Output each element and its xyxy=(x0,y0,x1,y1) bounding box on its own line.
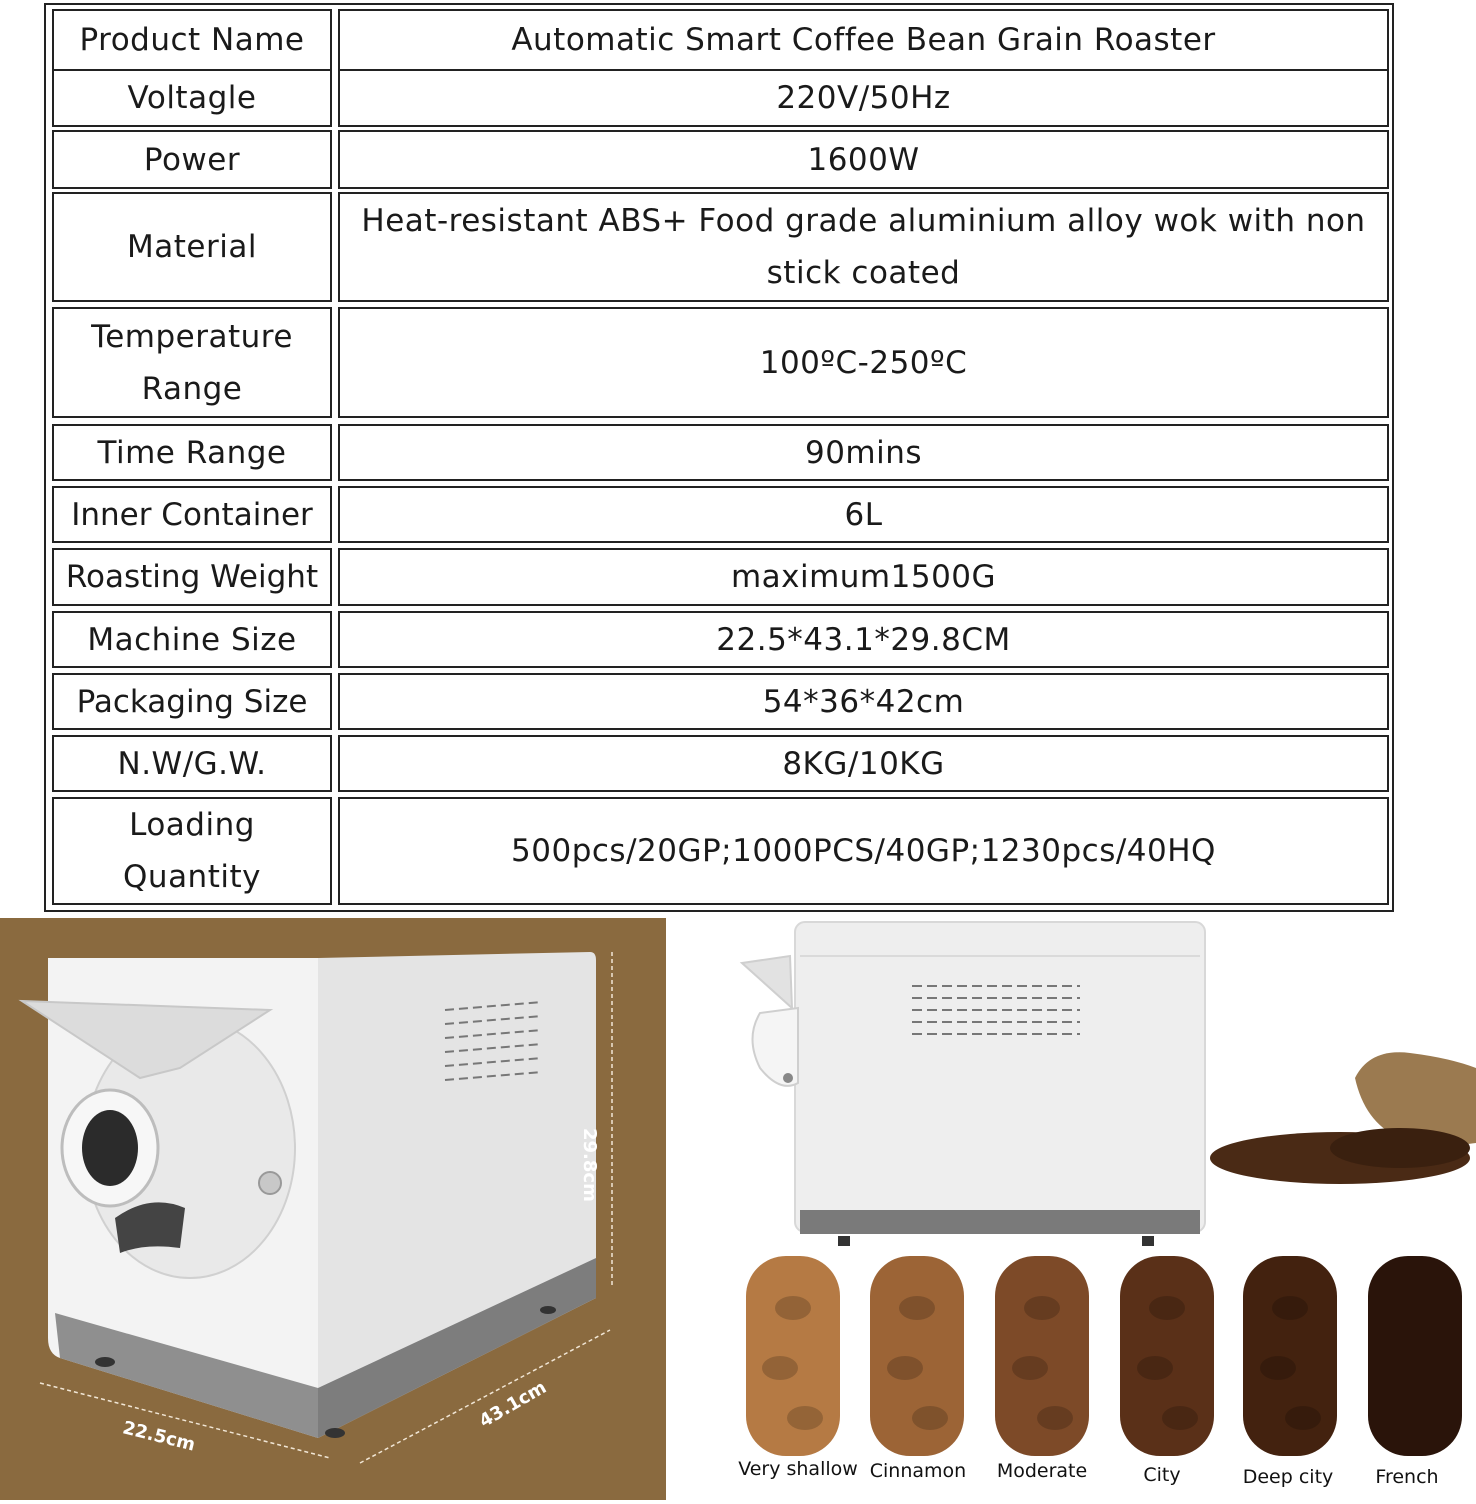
label-time-range: Time Range xyxy=(52,424,332,481)
label-machine-size: Machine Size xyxy=(52,611,332,668)
roaster-side-illustration xyxy=(680,918,1476,1500)
label-product-name: Product Name xyxy=(52,9,332,71)
side-screw xyxy=(259,1172,281,1194)
roast-label-deep-city: Deep city xyxy=(1242,1466,1334,1488)
table-row xyxy=(50,611,1388,668)
dimension-width: 22.5cm xyxy=(120,1417,198,1456)
loading-quantity-text: Loading Quantity xyxy=(123,807,261,895)
value-material xyxy=(338,192,1389,302)
roast-label-city: City xyxy=(1143,1464,1181,1486)
table-row xyxy=(50,735,1388,792)
table-row xyxy=(50,424,1388,481)
product-photo-roast-levels xyxy=(680,918,1476,1500)
roast-label-very-shallow: Very shallow xyxy=(738,1458,858,1480)
dimension-depth: 43.1cm xyxy=(475,1376,551,1433)
roast-swatches xyxy=(746,1256,1462,1456)
value-inner-container: 6L xyxy=(338,486,1389,543)
roast-label-moderate: Moderate xyxy=(996,1460,1088,1482)
control-display xyxy=(82,1110,138,1186)
value-roasting-weight: maximum1500G xyxy=(338,548,1389,606)
swatch-french xyxy=(1368,1256,1462,1456)
label-packaging-size: Packaging Size xyxy=(52,673,332,730)
table-row xyxy=(50,307,1388,418)
spec-table xyxy=(44,3,1394,912)
label-voltage: Voltagle xyxy=(52,69,332,127)
label-loading-quantity xyxy=(52,797,332,905)
foot xyxy=(540,1306,556,1314)
value-power: 1600W xyxy=(338,130,1389,189)
roaster-illustration xyxy=(0,918,666,1500)
roast-label-cinnamon: Cinnamon xyxy=(869,1460,967,1482)
value-product-name: Automatic Smart Coffee Bean Grain Roaster xyxy=(338,9,1389,71)
foot xyxy=(95,1357,115,1367)
table-row xyxy=(50,486,1388,543)
value-time-range: 90mins xyxy=(338,424,1389,481)
value-voltage: 220V/50Hz xyxy=(338,69,1389,127)
label-nw-gw: N.W/G.W. xyxy=(52,735,332,792)
table-row xyxy=(50,797,1388,905)
foot xyxy=(325,1428,345,1438)
table-row xyxy=(50,548,1388,606)
table-row xyxy=(50,192,1388,302)
table-row xyxy=(50,69,1388,127)
table-row xyxy=(50,673,1388,730)
label-temperature-range xyxy=(52,307,332,418)
hopper xyxy=(742,956,792,1008)
value-loading-quantity: 500pcs/20GP;1000PCS/40GP;1230pcs/40HQ xyxy=(338,797,1389,905)
value-temperature-range: 100ºC-250ºC xyxy=(338,307,1389,418)
value-machine-size: 22.5*43.1*29.8CM xyxy=(338,611,1389,668)
value-packaging-size: 54*36*42cm xyxy=(338,673,1389,730)
table-row xyxy=(50,9,1388,71)
roast-label-french: French xyxy=(1375,1466,1439,1488)
machine-base xyxy=(800,1210,1200,1234)
label-material: Material xyxy=(52,192,332,302)
product-photo-dimensions xyxy=(0,918,666,1500)
label-inner-container: Inner Container xyxy=(52,486,332,543)
label-roasting-weight: Roasting Weight xyxy=(52,548,332,606)
material-text: Heat-resistant ABS+ Food grade aluminium alloy wok with non stick coated xyxy=(361,203,1366,291)
table-row xyxy=(50,130,1388,189)
label-power: Power xyxy=(52,130,332,189)
dimension-height: 29.8cm xyxy=(579,1128,600,1202)
temperature-range-text: Temperature Range xyxy=(91,318,293,407)
machine-body xyxy=(795,922,1205,1232)
value-nw-gw: 8KG/10KG xyxy=(338,735,1389,792)
